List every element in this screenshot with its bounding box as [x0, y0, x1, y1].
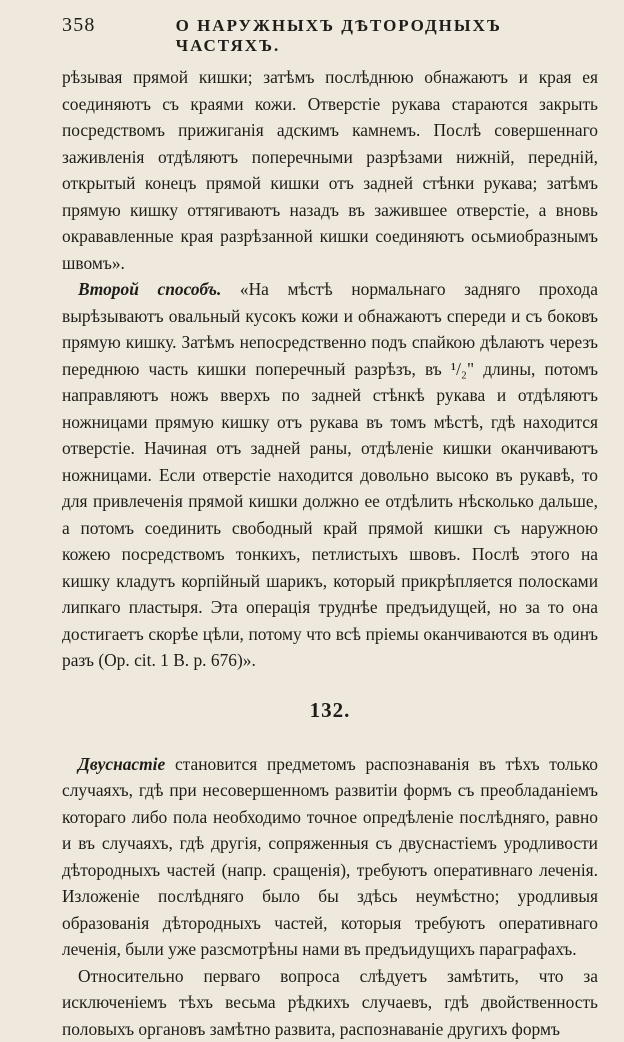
hermaphroditism-term: Двуснастіе [78, 754, 165, 774]
second-method-heading: Второй способъ. [78, 279, 221, 299]
page-number: 358 [62, 14, 96, 37]
paragraph-second-method [62, 276, 598, 674]
section-number: 132. [62, 698, 598, 723]
paragraph-first-question: Относительно перваго вопроса слѣдуетъ замѣтить, что за исключеніемъ тѣхъ весьма рѣдкихъ случаевъ, гдѣ двойственность половыхъ органовъ замѣтно развита, распознаваніе другихъ формъ [62, 963, 598, 1042]
paragraph-hermaphroditism [62, 751, 598, 963]
running-head [62, 14, 598, 56]
paragraph-continuation: рѣзывая прямой кишки; затѣмъ послѣднюю обнажаютъ и края ея соединяютъ съ краями кожи. Отверстіе рукава стараются закрыть посредствомъ прижиганія адскимъ камнемъ. Послѣ совершеннаго заживленія отдѣляютъ поперечными разрѣзами нижній, передній, открытый конецъ прямой кишки отъ задней стѣнки рукава; затѣмъ прямую кишку оттягиваютъ назадъ въ зажившее отверстіе, а вновь окрававленные края разрѣзанной кишки соединяютъ осьмиобразнымъ швомъ». [62, 64, 598, 276]
running-title: О НАРУЖНЫХЪ ДѢТОРОДНЫХЪ ЧАСТЯХЪ. [176, 16, 598, 56]
second-method-text: «На мѣстѣ нормальнаго задняго прохода вырѣзываютъ овальный кусокъ кожи и обнажаютъ спереди и съ боковъ прямую кишку. Затѣмъ непосредственно подъ спайкою дѣлаютъ черезъ переднюю часть кишки поперечный разрѣзъ, въ ¹/₂" длины, потомъ направляютъ ножъ вверхъ по задней стѣнкѣ рукава и отдѣляютъ ножницами прямую кишку отъ рукава въ томъ мѣстѣ, гдѣ находится отверстіе. Начиная отъ задней раны, отдѣленіе кишки оканчиваютъ ножницами. Если отверстіе находится довольно высоко въ рукавѣ, то для привлеченія прямой кишки должно ее отдѣлить нѣсколько дальше, а потомъ соединить свободный край прямой кишки съ наружною кожею посредствомъ тонкихъ, петлистыхъ швовъ. Послѣ этого на кишку кладутъ корпійный шарикъ, который прикрѣпляется полосками липкаго пластыря. Эта операція труднѣе предъидущей, но за то она достигаетъ скорѣе цѣли, потому что всѣ пріемы оканчиваются въ одинъ разъ (Op. cit. 1 B. p. 676)». [62, 279, 598, 670]
hermaphroditism-text: становится предметомъ распознаванія въ тѣхъ только случаяхъ, гдѣ при несовершенномъ развитіи формъ съ преобладаніемъ котораго либо пола необходимо точное опредѣленіе послѣдняго, равно и въ случаяхъ, гдѣ другія, сопряженныя съ двуснастіемъ уродливости дѣтородныхъ частей (напр. сращенія), требуютъ оперативнаго леченія. Изложеніе послѣдняго было бы здѣсь неумѣстно; уродливыя образованія дѣтородныхъ частей, которыя требуютъ оперативнаго леченія, были уже разсмотрѣны нами въ предъидущихъ параграфахъ. [62, 754, 598, 960]
